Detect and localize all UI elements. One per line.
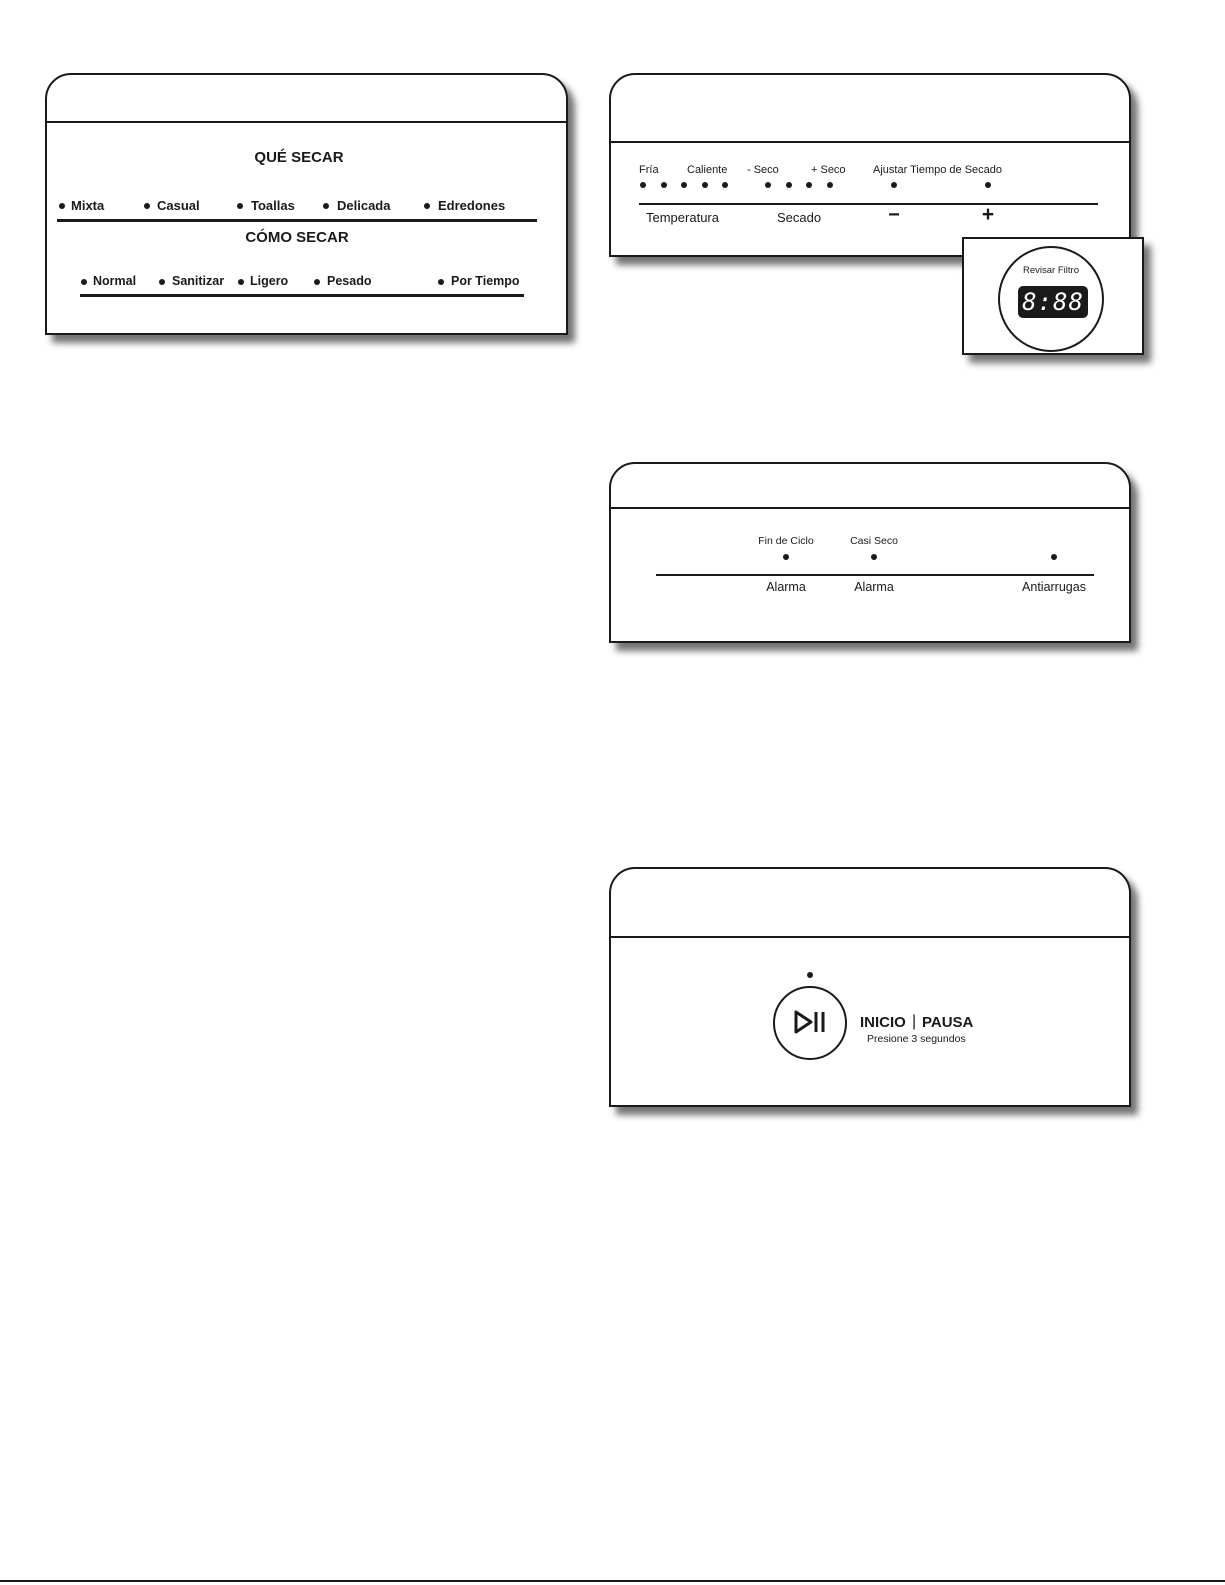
start-indicator xyxy=(807,972,813,978)
option-label: Casual xyxy=(157,198,200,213)
damp-dry-alarm-indicator xyxy=(871,554,877,560)
how-options-rule xyxy=(80,294,524,297)
indicator-dot xyxy=(314,279,320,285)
option-label: Por Tiempo xyxy=(451,274,520,288)
dry-level-4-indicator xyxy=(827,182,833,188)
wrinkle-shield-button[interactable]: Antiarrugas xyxy=(1022,580,1086,594)
adjust-time-label: Ajustar Tiempo de Secado xyxy=(873,164,1003,176)
indicator-dot xyxy=(424,203,430,209)
cycle-end-alarm-indicator xyxy=(783,554,789,560)
how-to-dry-title: CÓMO SECAR xyxy=(245,229,349,246)
temp-level-2-indicator xyxy=(661,182,667,188)
temperature-button[interactable]: Temperatura xyxy=(646,210,719,225)
page-bottom-rule xyxy=(0,1580,1225,1582)
dry-level-3-indicator xyxy=(806,182,812,188)
time-plus-indicator xyxy=(985,182,991,188)
indicator-dot xyxy=(144,203,150,209)
cycle-panel xyxy=(45,73,568,335)
options-panel xyxy=(609,462,1131,643)
indicator-dot xyxy=(438,279,444,285)
indicator-dot xyxy=(238,279,244,285)
option-label: Mixta xyxy=(71,198,105,213)
cycle-end-label: Fin de Ciclo xyxy=(758,535,814,547)
option-label: Ligero xyxy=(250,274,289,288)
options-rule xyxy=(656,574,1094,576)
indicator-dot xyxy=(159,279,165,285)
panel-divider xyxy=(611,141,1129,143)
option-label: Normal xyxy=(93,274,137,288)
play-pause-icon xyxy=(775,988,844,1057)
settings-panel xyxy=(609,73,1131,257)
check-filter-label: Revisar Filtro xyxy=(1023,265,1079,276)
start-label: INICIO xyxy=(860,1014,906,1031)
option-label: Sanitizar xyxy=(172,274,225,288)
temp-level-4-indicator xyxy=(702,182,708,188)
indicator-dot xyxy=(237,203,243,209)
dry-more-label: + Seco xyxy=(811,164,846,176)
temp-high-label: Caliente xyxy=(687,164,728,176)
display-ring xyxy=(998,246,1104,352)
panel-divider xyxy=(611,936,1129,938)
indicator-dot xyxy=(81,279,87,285)
start-pause-button[interactable] xyxy=(773,986,847,1060)
panel-divider xyxy=(611,507,1129,509)
dry-less-label: - Seco xyxy=(747,164,779,176)
time-minus-button[interactable]: − xyxy=(888,204,900,226)
press-hint: Presione 3 segundos xyxy=(867,1033,966,1045)
wrinkle-shield-indicator xyxy=(1051,554,1057,560)
start-panel xyxy=(609,867,1131,1107)
dryness-button[interactable]: Secado xyxy=(777,210,822,225)
dry-level-1-indicator xyxy=(765,182,771,188)
temp-level-5-indicator xyxy=(722,182,728,188)
damp-dry-label: Casi Seco xyxy=(850,535,898,547)
pause-label: PAUSA xyxy=(922,1014,974,1031)
option-label: Delicada xyxy=(337,198,391,213)
temp-level-3-indicator xyxy=(681,182,687,188)
time-plus-button[interactable]: + xyxy=(981,203,995,226)
option-label: Pesado xyxy=(327,274,372,288)
indicator-dot xyxy=(323,203,329,209)
panel-divider xyxy=(47,121,566,123)
start-pause-separator: | xyxy=(912,1013,917,1030)
settings-rule xyxy=(639,203,1098,205)
temp-low-label: Fría xyxy=(639,164,659,176)
indicator-dot xyxy=(59,203,65,209)
option-label: Edredones xyxy=(438,198,506,213)
option-label: Toallas xyxy=(251,198,295,213)
cycle-end-alarm-button[interactable]: Alarma xyxy=(766,580,806,594)
time-minus-indicator xyxy=(891,182,897,188)
dry-level-2-indicator xyxy=(786,182,792,188)
time-display: 8:88 xyxy=(1018,286,1088,318)
temp-level-1-indicator xyxy=(640,182,646,188)
what-options-rule xyxy=(57,219,537,222)
damp-dry-alarm-button[interactable]: Alarma xyxy=(854,580,894,594)
display-inset xyxy=(962,237,1144,355)
what-to-dry-title: QUÉ SECAR xyxy=(254,149,344,166)
